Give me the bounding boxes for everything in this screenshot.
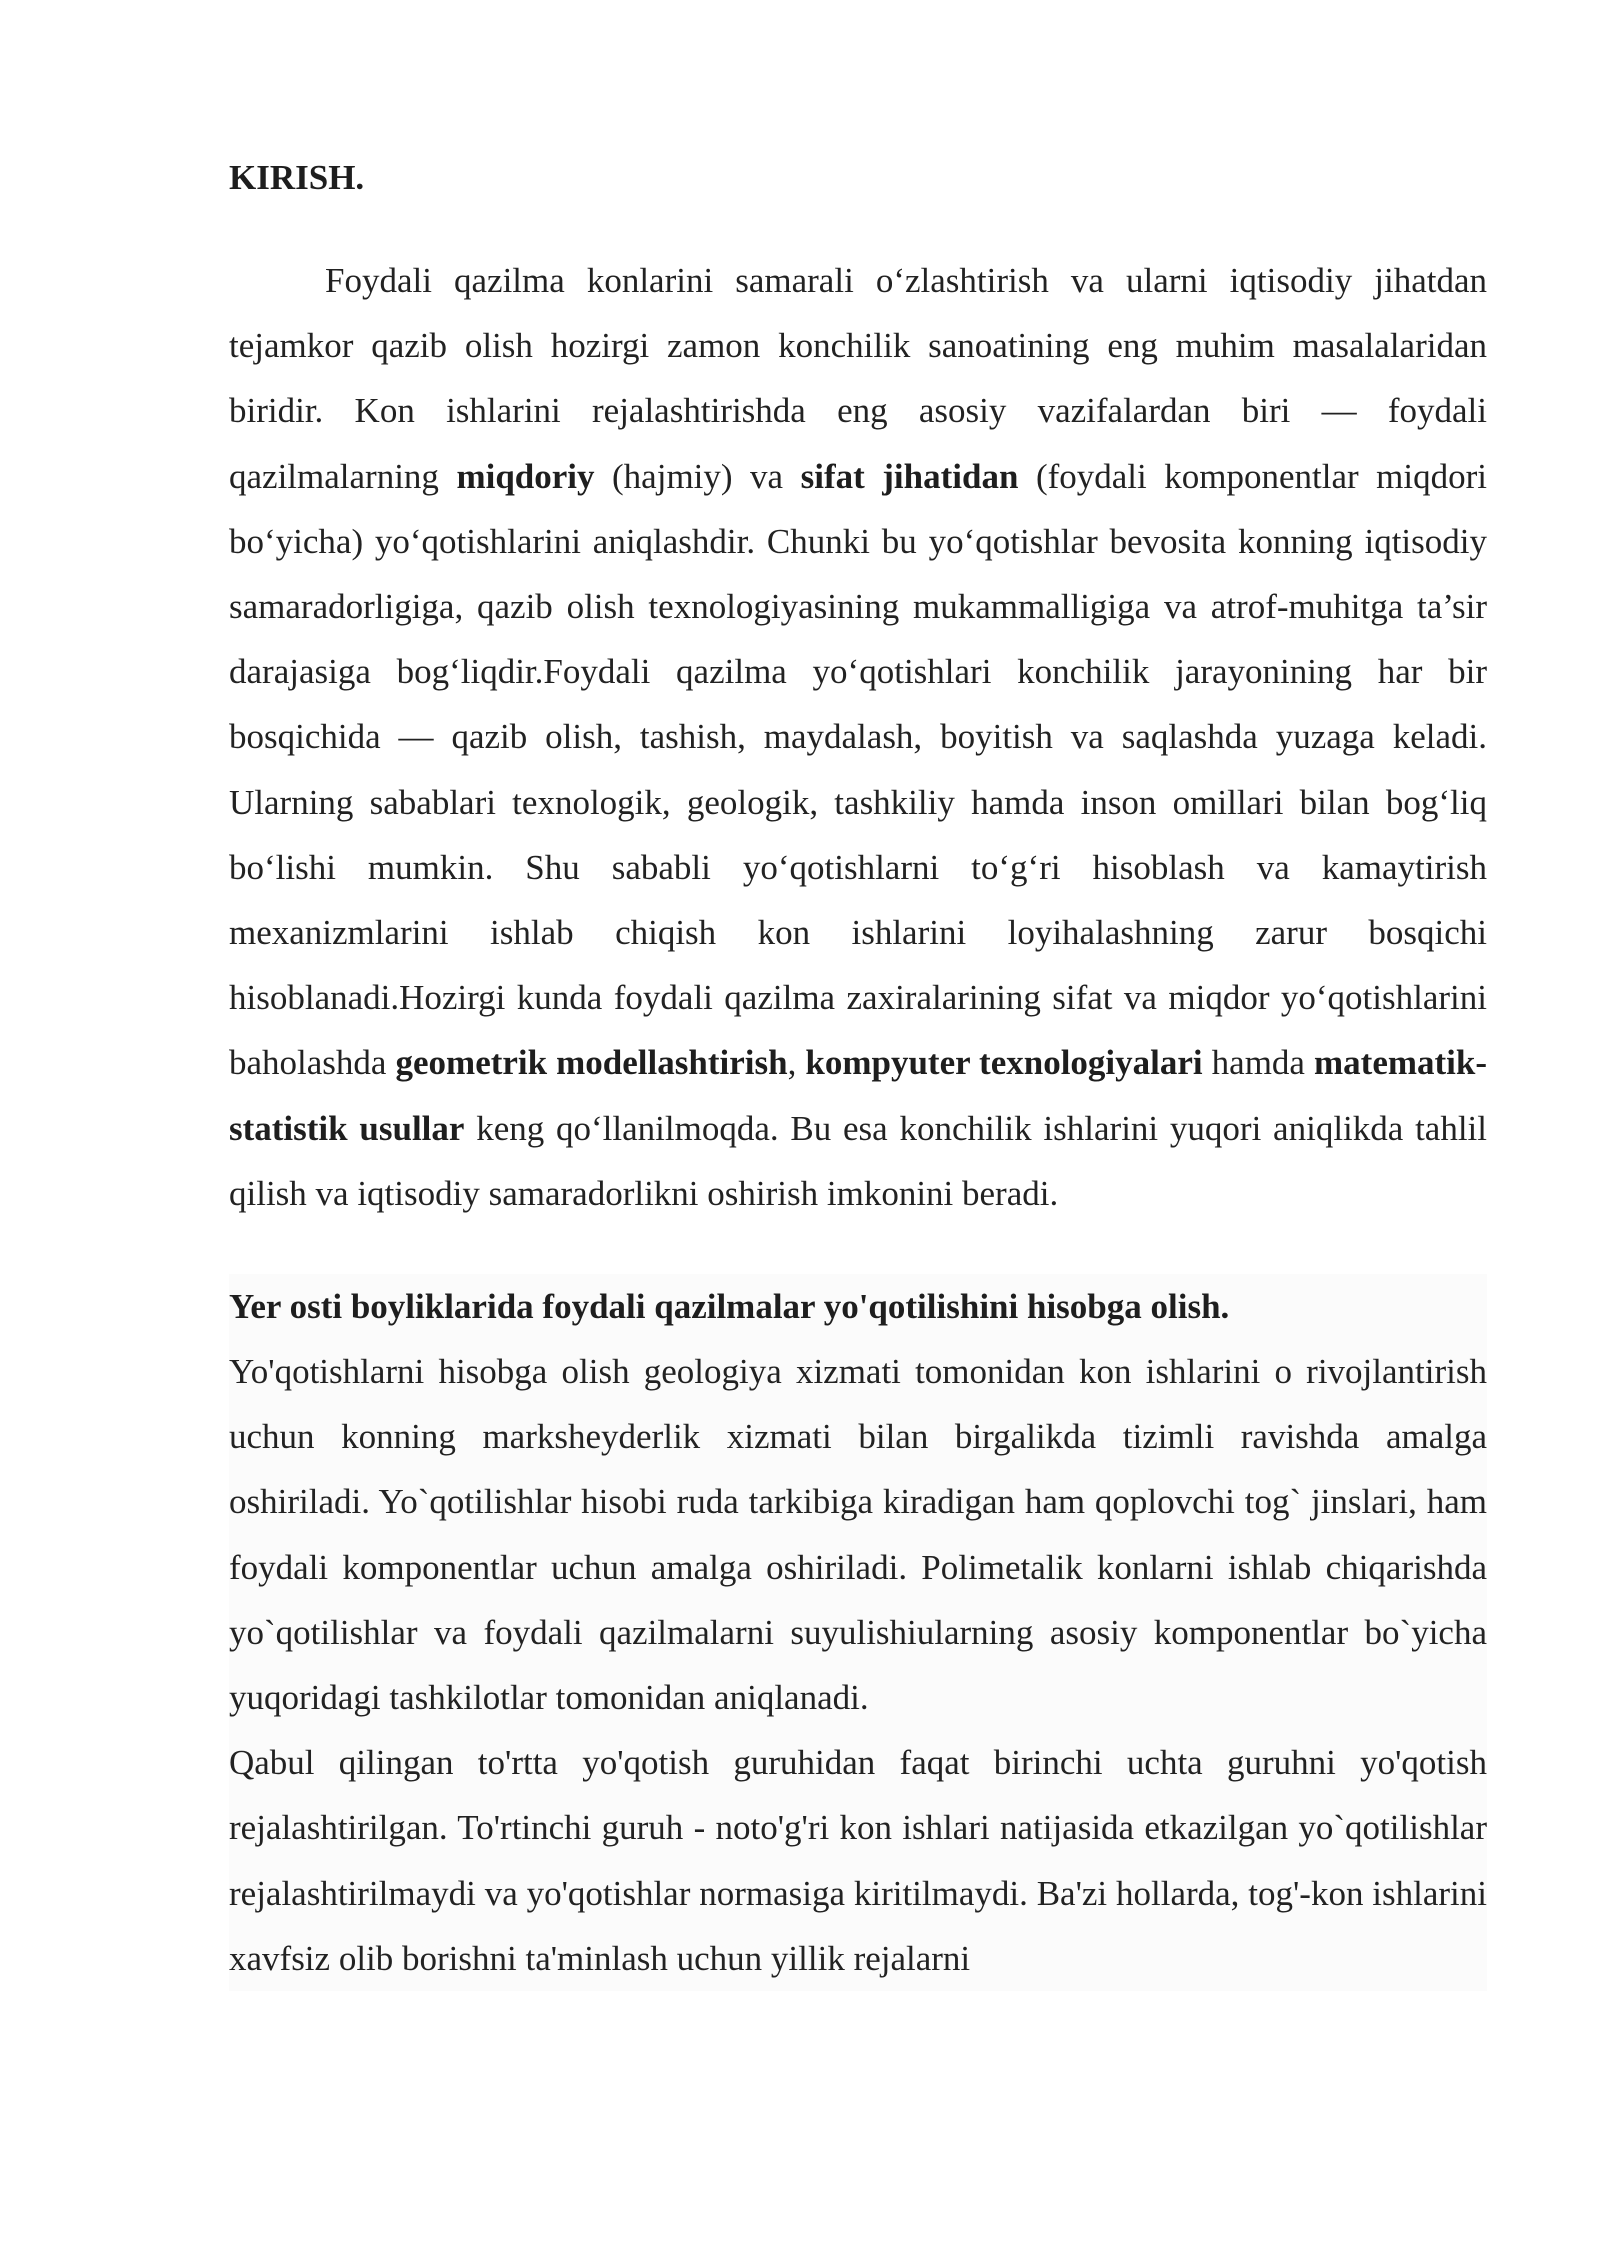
document-heading: KIRISH. xyxy=(229,158,365,197)
intro-bold-geometric-modeling: geometrik modellashtirish xyxy=(395,1043,788,1083)
intro-text-2: (hajmiy) va xyxy=(594,456,801,496)
intro-text-4: , xyxy=(787,1043,806,1083)
intro-text-6: keng qo‘llanilmoqda. Bu esa konchilik ishlarini yuqori aniqlikda tahlil qilish va iqtisodiy samaradorlikni oshirish imkonini beradi. xyxy=(229,1108,1488,1213)
document-page xyxy=(229,148,1487,1991)
intro-bold-quantity: miqdoriy xyxy=(456,456,595,496)
intro-text-5: hamda xyxy=(1202,1043,1315,1083)
intro-bold-statistical-methods: matematik-statistik usullar xyxy=(229,1043,1488,1148)
section-heading: Yer osti boyliklarida foydali qazilmalar yo'qotilishini hisobga olish. xyxy=(229,1287,1230,1327)
intro-paragraph xyxy=(229,248,1487,1226)
section-paragraph-1: Yo'qotishlarni hisobga olish geologiya xizmati tomonidan kon ishlarini o rivojlantirish uchun konning marksheyderlik xizmati bilan birgalikda tizimli ravishda amalga oshiriladi. Yo`qotilishlar hisobi ruda tarkibiga kiradigan ham qoplovchi tog` jinslari, ham foydali komponentlar uchun amalga oshiriladi. Polimetalik konlarni ishlab chiqarishda yo`qotilishlar va foydali qazilmalarni suyulishiularning asosiy komponentlar bo`yicha yuqoridagi tashkilotlar tomonidan aniqlanadi. xyxy=(229,1352,1487,1718)
section-paragraph-2: Qabul qilingan to'rtta yo'qotish guruhidan faqat birinchi uchta guruhni yo'qotish rejalashtirilgan. To'rtinchi guruh - noto'g'ri kon ishlari natijasida etkazilgan yo`qotilishlar rejalashtirilmaydi va yo'qotishlar normasiga kiritilmaydi. Ba'zi hollarda, tog'-kon ishlarini xavfsiz olib borishni ta'minlash uchun yillik rejalarni xyxy=(229,1743,1487,1978)
intro-bold-computer-technologies: kompyuter texnologiyalari xyxy=(805,1043,1203,1083)
intro-bold-quality: sifat jihatidan xyxy=(800,456,1019,496)
intro-text-1: Foydali qazilma konlarini samarali o‘zlashtirish va ularni iqtisodiy jihatdan tejamkor qazib olish hozirgi zamon konchilik sanoatining eng muhim masalalaridan biridir. Kon ishlarini rejalashtirishda eng asosiy vazifalardan biri — foydali qazilmalarning xyxy=(229,261,1487,496)
losses-section xyxy=(229,1274,1487,1991)
intro-text-3: (foydali komponentlar miqdori bo‘yicha) yo‘qotishlarini aniqlashdir. Chunki bu yo‘qotishlar bevosita konning iqtisodiy samaradorligiga, qazib olish texnologiyasining mukammalligiga va atrof-muhitga ta’sir darajasiga bog‘liqdir.Foydali qazilma yo‘qotishlari konchilik jarayonining har bir bosqichida — qazib olish, tashish, maydalash, boyitish va saqlashda yuzaga keladi. Ularning sabablari texnologik, geologik, tashkiliy hamda inson omillari bilan bog‘liq bo‘lishi mumkin. Shu sababli yo‘qotishlarni to‘g‘ri hisoblash va kamaytirish mexanizmlarini ishlab chiqish kon ishlarini loyihalashning zarur bosqichi hisoblanadi.Hozirgi kunda foydali qazilma zaxiralarining sifat va miqdor yo‘qotishlarini baholashda xyxy=(229,456,1487,1083)
